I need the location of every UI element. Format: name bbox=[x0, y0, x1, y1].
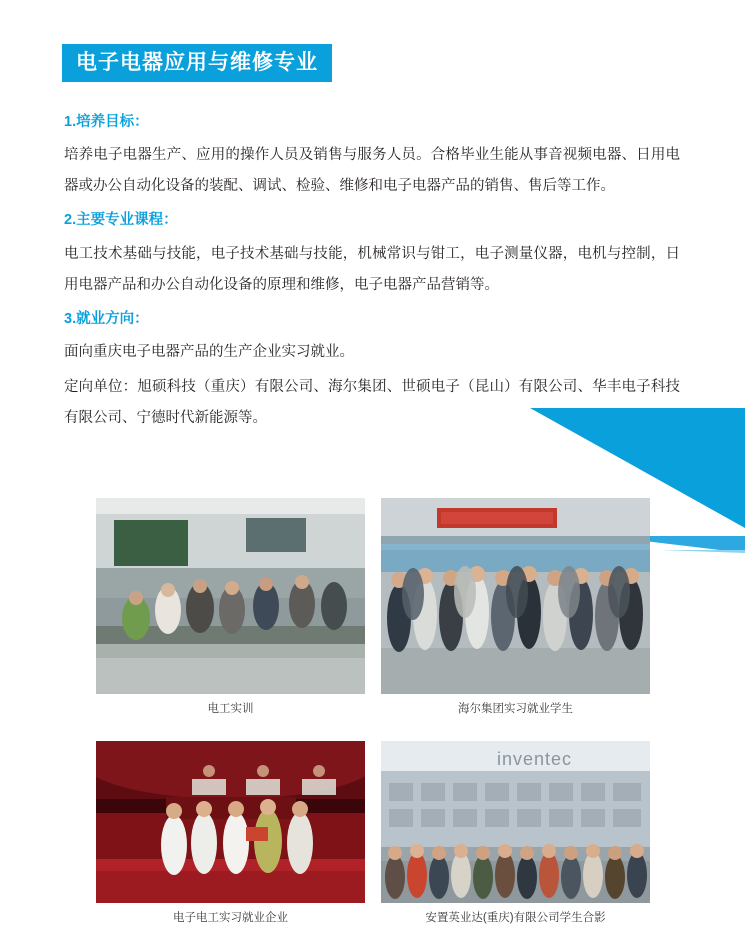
section-courses-paragraph: 电工技术基础与技能，电子技术基础与技能，机械常识与钳工，电子测量仪器，电机与控制，日用电器产品和办公自动化设备的原理和维修，电子电器产品营销等。 bbox=[64, 245, 680, 293]
section-employment bbox=[64, 309, 680, 434]
section-goal bbox=[64, 112, 680, 202]
gallery-item-3 bbox=[96, 741, 365, 926]
photo-inventec-group bbox=[381, 741, 650, 903]
section-goal-heading: 1.培养目标： bbox=[64, 114, 149, 130]
section-courses bbox=[64, 210, 680, 300]
gallery-row-2 bbox=[96, 741, 650, 926]
photo-haier-interns bbox=[381, 498, 650, 694]
section-employment-paragraph-2: 定向单位：旭硕科技（重庆）有限公司、海尔集团、世硕电子（昆山）有限公司、华丰电子科技有限公司、宁德时代新能源等。 bbox=[64, 378, 680, 426]
gallery-caption-2: 海尔集团实习就业学生 bbox=[458, 703, 573, 715]
section-employment-heading: 3.就业方向： bbox=[64, 310, 149, 327]
section-courses-heading: 2.主要专业课程： bbox=[64, 212, 178, 229]
gallery-caption-1: 电工实训 bbox=[207, 703, 254, 715]
page-title-wrap bbox=[62, 44, 332, 82]
gallery-caption-3: 电子电工实习就业企业 bbox=[173, 912, 288, 925]
section-employment-paragraph-1: 面向重庆电子电器产品的生产企业实习就业。 bbox=[64, 343, 354, 360]
gallery-item-1 bbox=[96, 498, 365, 717]
gallery-item-2 bbox=[381, 498, 650, 717]
section-goal-paragraph: 培养电子电器生产、应用的操作人员及销售与服务人员。合格毕业生能从事音视频电器、日用电器或办公自动化设备的装配、调试、检验、维修和电子电器产品的销售、售后等工作。 bbox=[64, 147, 680, 195]
photo-gallery bbox=[96, 498, 650, 926]
svg-text:inventec: inventec bbox=[497, 749, 573, 770]
page-title: 电子电器应用与维修专业 bbox=[62, 44, 332, 82]
photo-award-ceremony bbox=[96, 741, 365, 903]
gallery-row-1 bbox=[96, 498, 650, 717]
content-body bbox=[64, 112, 680, 442]
gallery-item-4 bbox=[381, 741, 650, 926]
photo-electrical-training bbox=[96, 498, 365, 694]
gallery-caption-4: 安置英业达(重庆)有限公司学生合影 bbox=[425, 912, 606, 925]
